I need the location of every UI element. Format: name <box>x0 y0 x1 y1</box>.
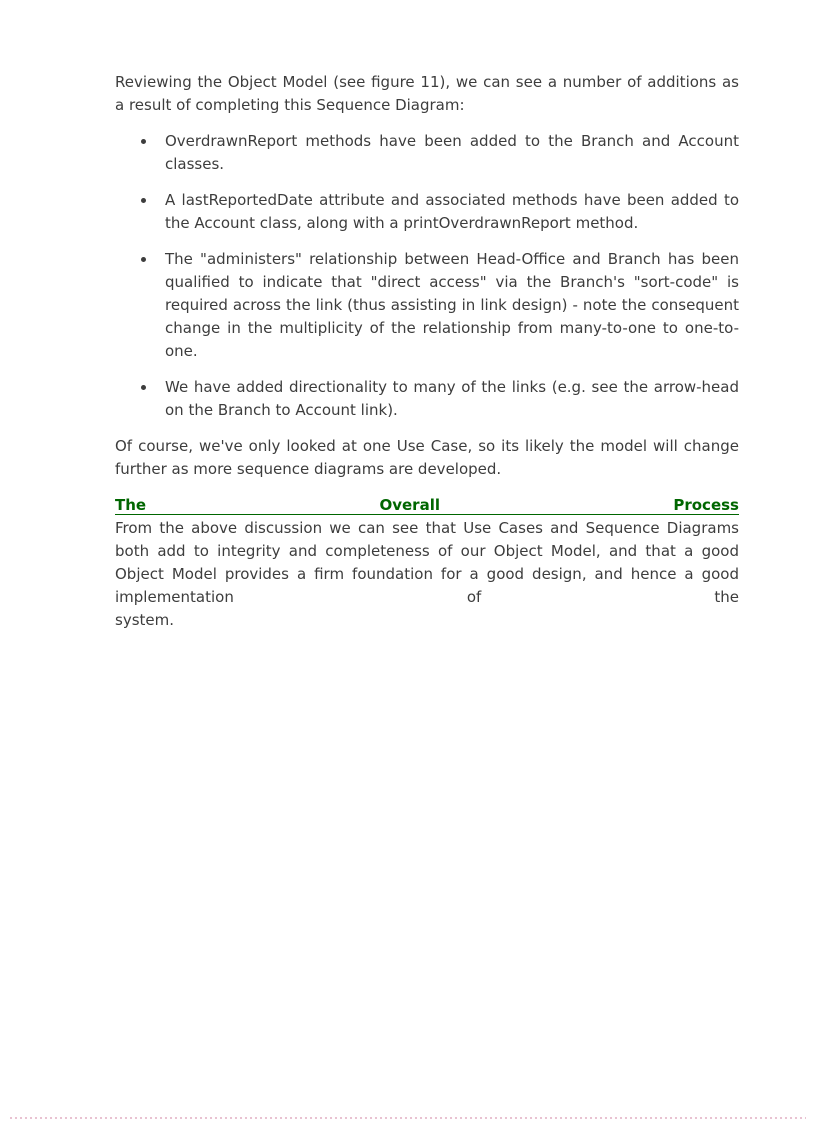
bullet-item <box>165 248 739 363</box>
bullet-text: A lastReportedDate attribute and associated methods have been added to the Account class, along with a printOverdrawnReport method. <box>165 191 739 232</box>
bullet-item <box>165 130 739 176</box>
bullet-text: We have added directionality to many of the links (e.g. see the arrow-head on the Branch to Account link). <box>165 378 739 419</box>
spread-word: the <box>714 588 739 606</box>
bullet-marker-icon <box>141 257 146 262</box>
bullet-marker-icon <box>141 139 146 144</box>
heading-underline <box>115 514 739 515</box>
bullet-marker-icon <box>141 198 146 203</box>
closing-paragraph <box>115 517 739 632</box>
bullet-item <box>165 189 739 235</box>
heading-word: The <box>115 496 147 514</box>
bullet-marker-icon <box>141 385 146 390</box>
closing-justified-text: From the above discussion we can see that Use Cases and Sequence Diagrams both add to integrity and completeness of our Object Model, and that a good Object Model provides a firm foundation for a good design, and hence a good <box>115 519 739 583</box>
bullet-text: OverdrawnReport methods have been added to the Branch and Account classes. <box>165 132 739 173</box>
bullet-text: The "administers" relationship between Head-Office and Branch has been qualified to indicate that "direct access" via the Branch's "sort-code" is required across the link (thus assisting in link design) - note the consequent change in the multiplicity of the relationship from many-to-one to one-to-one. <box>165 250 739 360</box>
intro-paragraph: Reviewing the Object Model (see figure 11), we can see a number of additions as a result of completing this Sequence Diagram: <box>115 73 739 114</box>
bullet-item <box>165 376 739 422</box>
document-body <box>115 71 739 632</box>
spread-word: implementation <box>115 588 234 606</box>
spread-word: of <box>466 588 482 606</box>
followup-paragraph: Of course, we've only looked at one Use Case, so its likely the model will change further as more sequence diagrams are developed. <box>115 437 739 478</box>
closing-last-line: system. <box>115 611 174 629</box>
page-break-divider <box>10 1117 806 1119</box>
section-heading <box>115 494 739 517</box>
heading-word: Process <box>673 496 739 514</box>
closing-spread-line <box>115 586 739 609</box>
heading-word: Overall <box>379 496 440 514</box>
bullet-list <box>115 130 739 422</box>
